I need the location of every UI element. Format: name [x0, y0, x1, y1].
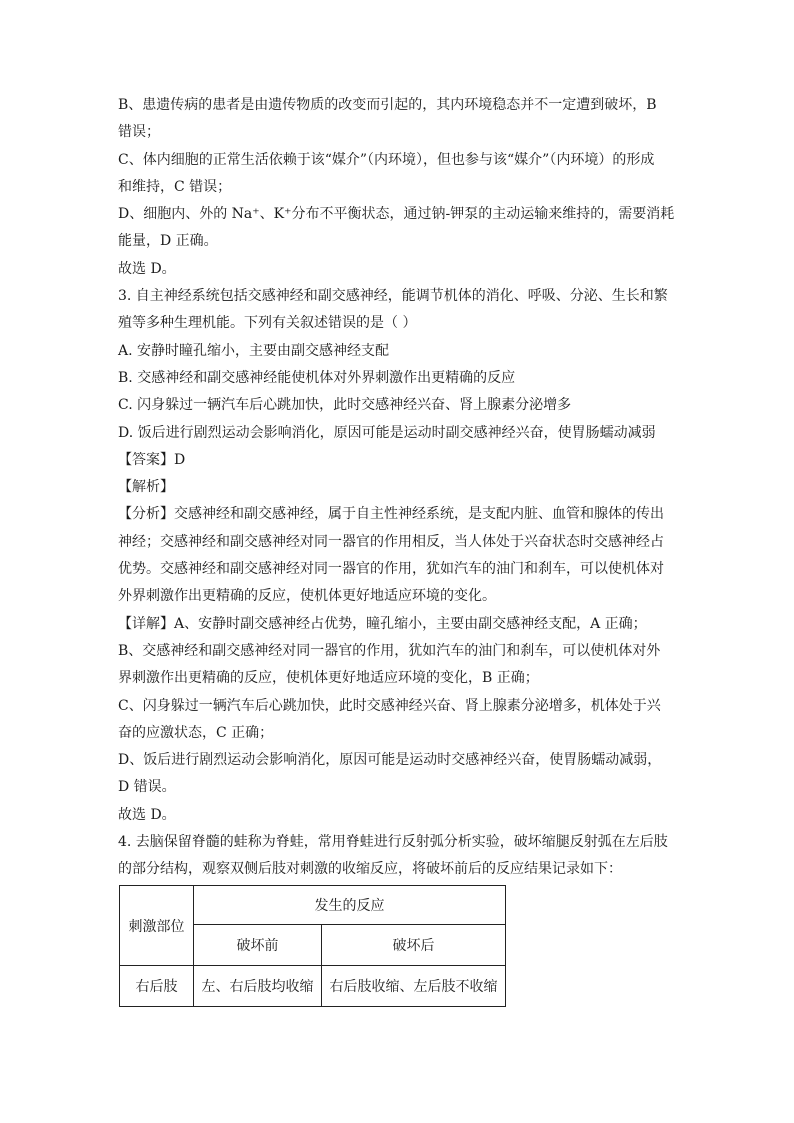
option-b: B. 交感神经和副交感神经能使机体对外界刺激作出更精确的反应 [118, 369, 516, 386]
text-line: 界刺激作出更精确的反应，使机体更好地适应环境的变化，B 正确； [118, 670, 539, 687]
text-line: 错误； [118, 124, 160, 141]
text-line: D 错误。 [118, 779, 176, 796]
option-c: C. 闪身躲过一辆汽车后心跳加快，此时交感神经兴奋、肾上腺素分泌增多 [118, 397, 572, 414]
cell-before: 左、右后肢均收缩 [194, 966, 322, 1007]
text-line: 神经；交感神经和副交感神经对同一器官的作用相反，当人体处于兴奋状态时交感神经占 [118, 533, 664, 550]
text-line: 奋的应激状态，C 正确； [118, 724, 274, 741]
cell-site: 右后肢 [120, 966, 194, 1007]
text-line: 和维持，C 错误； [118, 178, 232, 195]
text-line: D、细胞内、外的 Na⁺、K⁺分布不平衡状态，通过钠-钾泵的主动运输来维持的，需要消耗 [118, 206, 675, 223]
header-after: 破坏后 [322, 925, 506, 966]
question-3-stem: 3. 自主神经系统包括交感神经和副交感神经，能调节机体的消化、呼吸、分泌、生长和繁 [118, 288, 668, 305]
text-line: 故选 D。 [118, 260, 176, 277]
cell-after: 右后肢收缩、左后肢不收缩 [322, 966, 506, 1007]
document-body [118, 92, 678, 884]
question-3-stem: 殖等多种生理机能。下列有关叙述错误的是（ ） [118, 315, 417, 332]
header-before: 破坏前 [194, 925, 322, 966]
text-line: 故选 D。 [118, 806, 176, 823]
analysis-label: 【解析】 [118, 479, 174, 496]
option-a: A. 安静时瞳孔缩小，主要由副交感神经支配 [118, 342, 390, 359]
question-4-stem: 4. 去脑保留脊髓的蛙称为脊蛙，常用脊蛙进行反射弧分析实验，破坏缩腿反射弧在左后肢 [118, 834, 668, 851]
text-line: 外界刺激作出更精确的反应，使机体更好地适应环境的变化。 [118, 588, 496, 605]
text-line: D、饭后进行剧烈运动会影响消化，原因可能是运动时交感神经兴奋，使胃肠蠕动减弱， [118, 752, 662, 769]
text-line: 【分析】交感神经和副交感神经，属于自主性神经系统，是支配内脏、血管和腺体的传出 [118, 506, 664, 523]
option-d: D. 饭后进行剧烈运动会影响消化，原因可能是运动时副交感神经兴奋，使胃肠蠕动减弱 [118, 424, 656, 441]
text-line: C、闪身躲过一辆汽车后心跳加快，此时交感神经兴奋、肾上腺素分泌增多，机体处于兴 [118, 697, 661, 714]
text-line: B、交感神经和副交感神经对同一器官的作用，犹如汽车的油门和刹车，可以使机体对外 [118, 642, 661, 659]
answer-label: 【答案】D [118, 451, 186, 468]
text-line: 优势。交感神经和副交感神经对同一器官的作用，犹如汽车的油门和刹车，可以使机体对 [118, 561, 664, 578]
results-table [119, 885, 506, 1007]
header-reaction: 发生的反应 [194, 886, 506, 925]
text-line: C、体内细胞的正常生活依赖于该“媒介”（内环境），但也参与该“媒介”（内环境）的形成 [118, 151, 655, 168]
header-stimulus: 刺激部位 [120, 886, 194, 966]
text-line: 【详解】A、安静时副交感神经占优势，瞳孔缩小，主要由副交感神经支配，A 正确； [118, 615, 647, 632]
text-line: B、患遗传病的患者是由遗传物质的改变而引起的，其内环境稳态并不一定遭到破坏，B [118, 97, 657, 113]
text-line: 能量，D 正确。 [118, 233, 218, 250]
question-4-stem: 的部分结构，观察双侧后肢对刺激的收缩反应，将破坏前后的反应结果记录如下： [118, 861, 622, 878]
